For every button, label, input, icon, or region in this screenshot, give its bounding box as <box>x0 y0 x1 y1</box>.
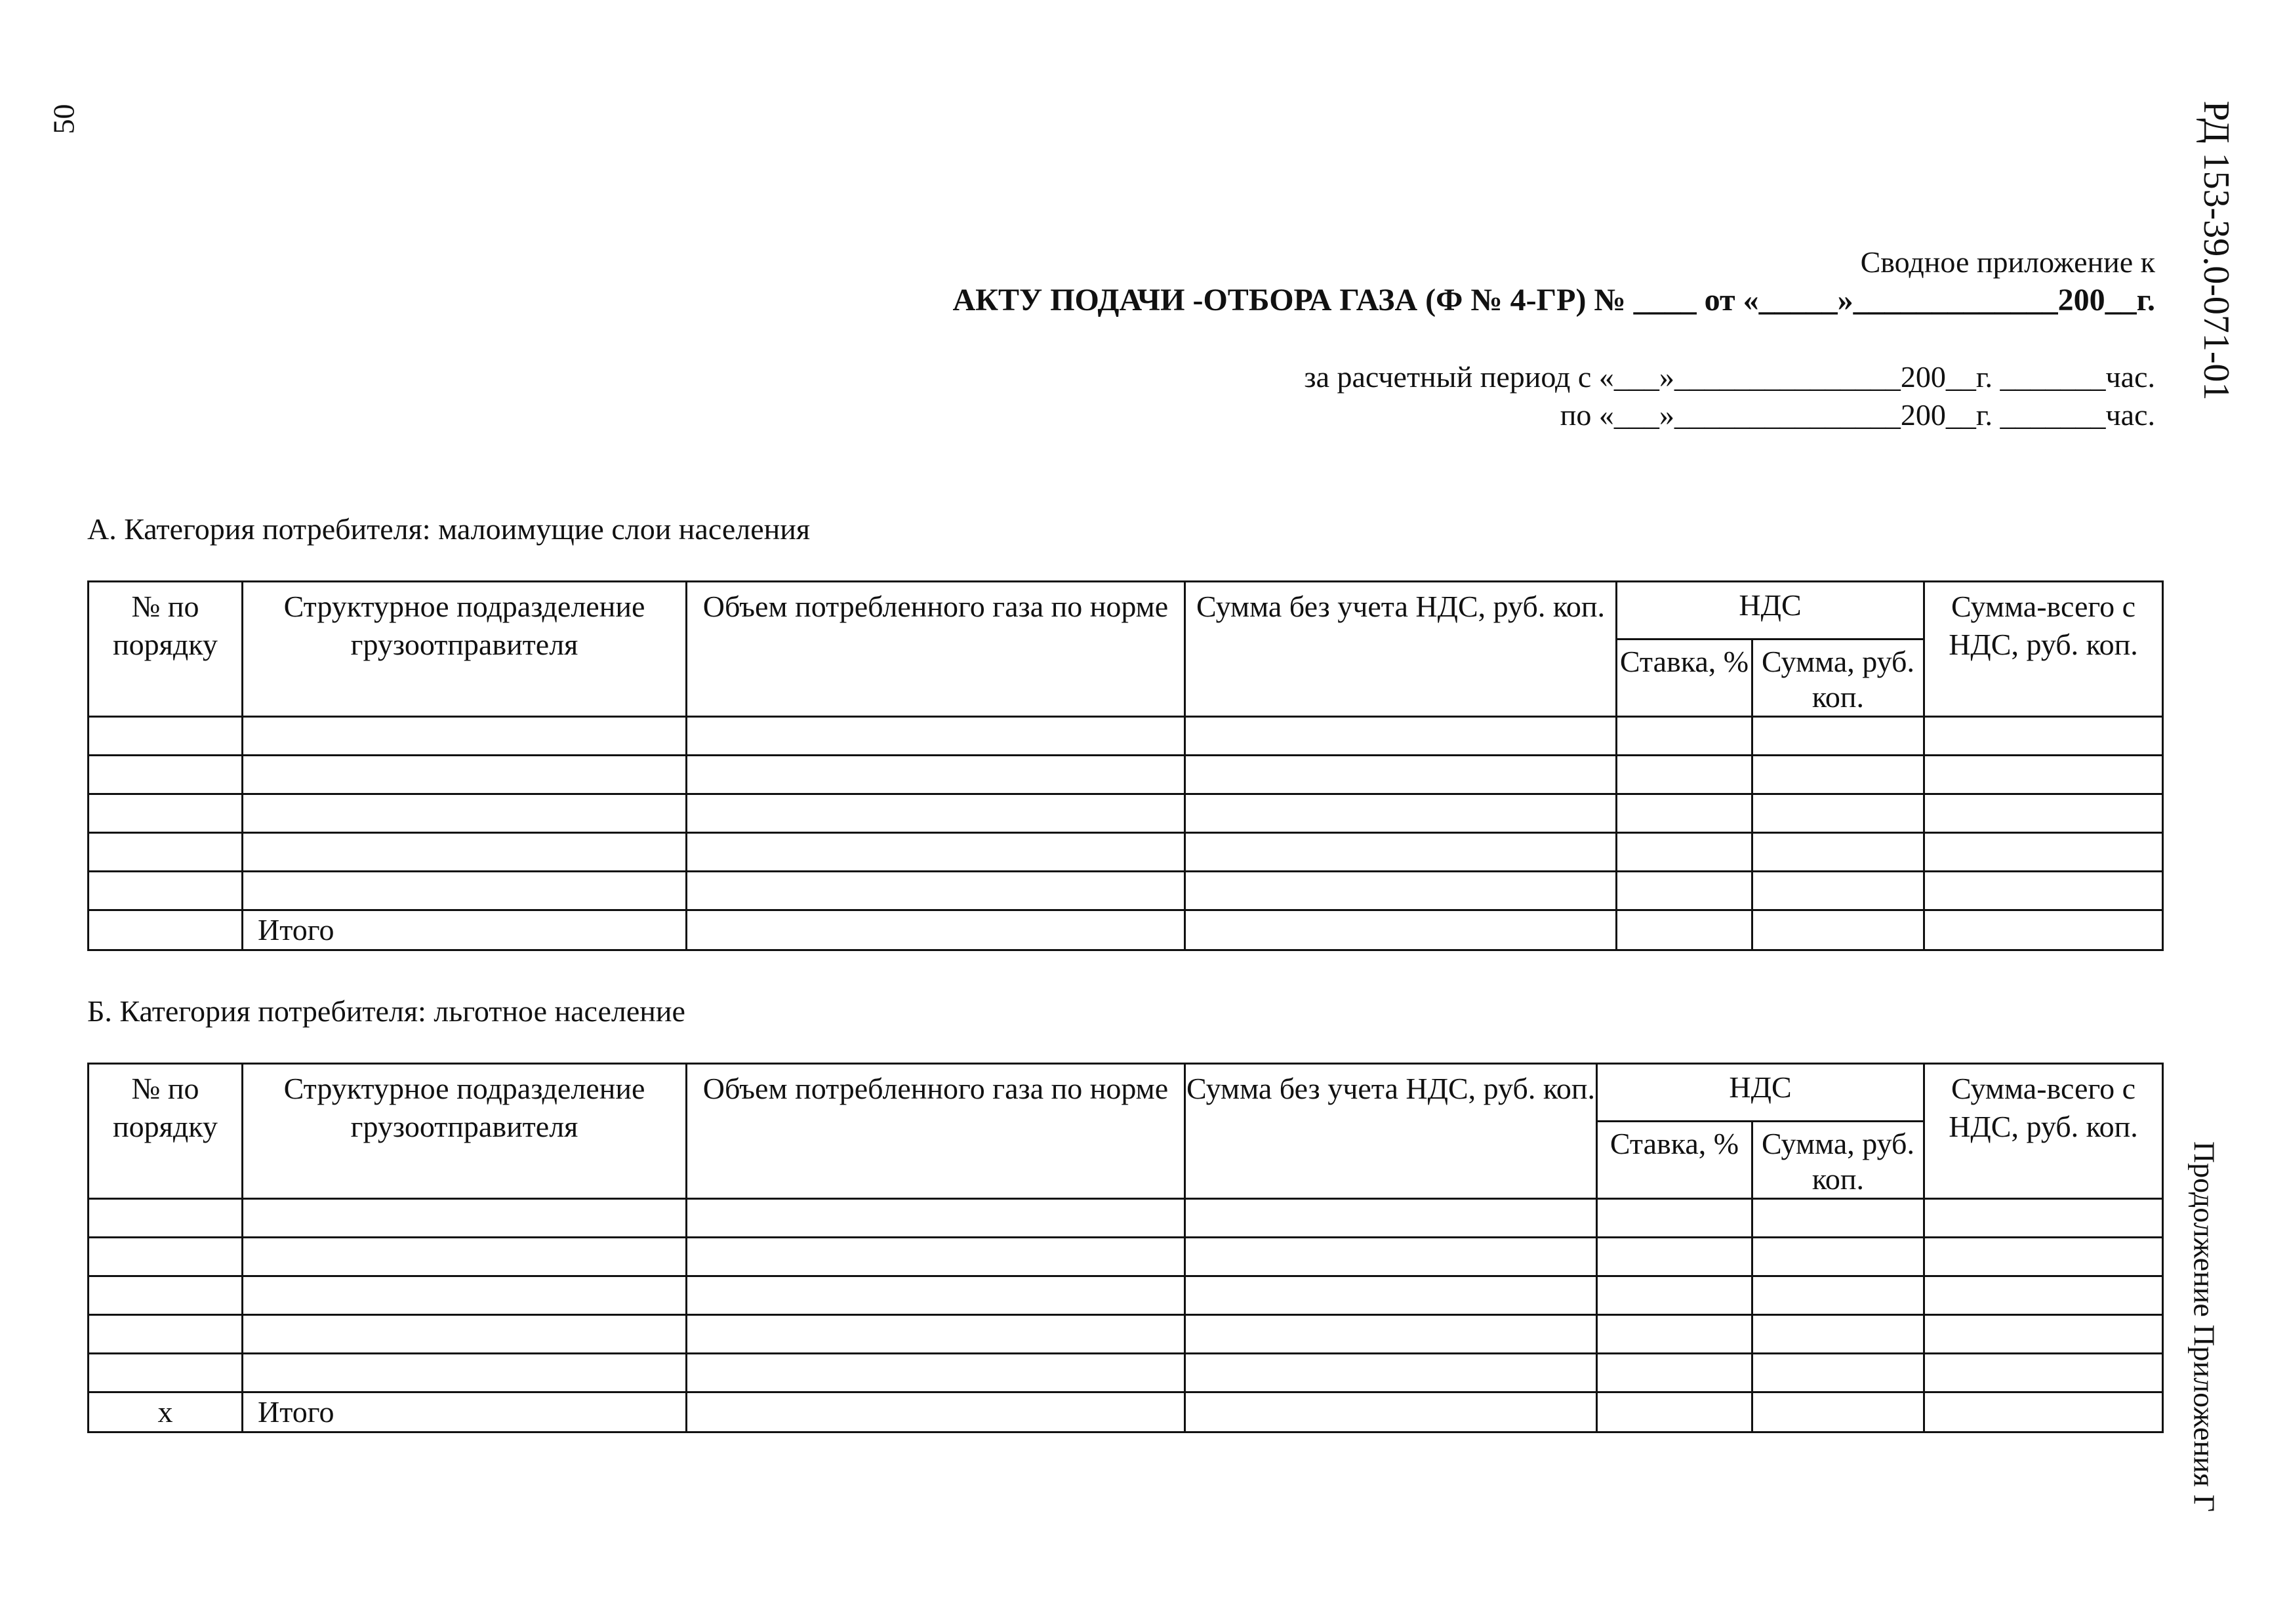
act-title: АКТУ ПОДАЧИ -ОТБОРА ГАЗА (Ф № 4-ГР) № ____ от «_____»_____________200__г. <box>952 283 2155 317</box>
table-row <box>89 756 2163 794</box>
table-row <box>89 1354 2163 1392</box>
col-vat-sum-header: Сумма, руб. коп. <box>1752 1122 1924 1199</box>
document-code: РД 153-39.0-071-01 <box>2196 100 2236 401</box>
table-row <box>89 1238 2163 1276</box>
col-vat-rate-header: Ставка, % <box>1617 639 1752 717</box>
col-total-header: Сумма-всего с НДС, руб. коп. <box>1924 582 2163 717</box>
table-row <box>89 833 2163 872</box>
col-division-header: Структурное подразделение грузоотправителя <box>243 582 687 717</box>
table-row <box>89 794 2163 833</box>
section-b-table <box>87 1063 2164 1433</box>
col-division-header: Структурное подразделение грузоотправителя <box>243 1064 687 1199</box>
table-row <box>89 872 2163 910</box>
col-volume-header: Объем потребленного газа по норме <box>687 582 1185 717</box>
col-sum-no-vat-header: Сумма без учета НДС, руб. коп. <box>1185 1064 1597 1199</box>
section-b-title: Б. Категория потребителя: льготное население <box>87 994 685 1028</box>
table-row <box>89 1315 2163 1354</box>
total-label: Итого <box>243 910 687 950</box>
col-vat-rate-header: Ставка, % <box>1597 1122 1752 1199</box>
col-num-header: № по порядку <box>89 582 243 717</box>
total-row <box>89 1392 2163 1432</box>
total-row <box>89 910 2163 950</box>
total-label: Итого <box>243 1392 687 1432</box>
col-vat-sum-header: Сумма, руб. коп. <box>1752 639 1924 717</box>
table-row <box>89 1276 2163 1315</box>
col-total-header: Сумма-всего с НДС, руб. коп. <box>1924 1064 2163 1199</box>
table-row <box>89 1199 2163 1238</box>
section-a-title: А. Категория потребителя: малоимущие слои населения <box>87 512 811 546</box>
section-a-table <box>87 580 2164 951</box>
appendix-caption: Сводное приложение к <box>1860 245 2155 279</box>
col-num-header: № по порядку <box>89 1064 243 1199</box>
table-row <box>89 717 2163 756</box>
period-to: по «___»_______________200__г. _______час. <box>1560 398 2155 432</box>
col-volume-header: Объем потребленного газа по норме <box>687 1064 1185 1199</box>
page-number: 50 <box>47 104 81 134</box>
col-sum-no-vat-header: Сумма без учета НДС, руб. коп. <box>1185 582 1617 717</box>
col-vat-header: НДС <box>1597 1064 1924 1122</box>
col-vat-header: НДС <box>1617 582 1924 639</box>
continuation-label: Продолжение Приложения Г <box>2187 1141 2221 1512</box>
period-from: за расчетный период с «___»_______________200__г. _______час. <box>1304 360 2155 394</box>
total-mark <box>89 910 243 950</box>
total-mark: х <box>89 1392 243 1432</box>
